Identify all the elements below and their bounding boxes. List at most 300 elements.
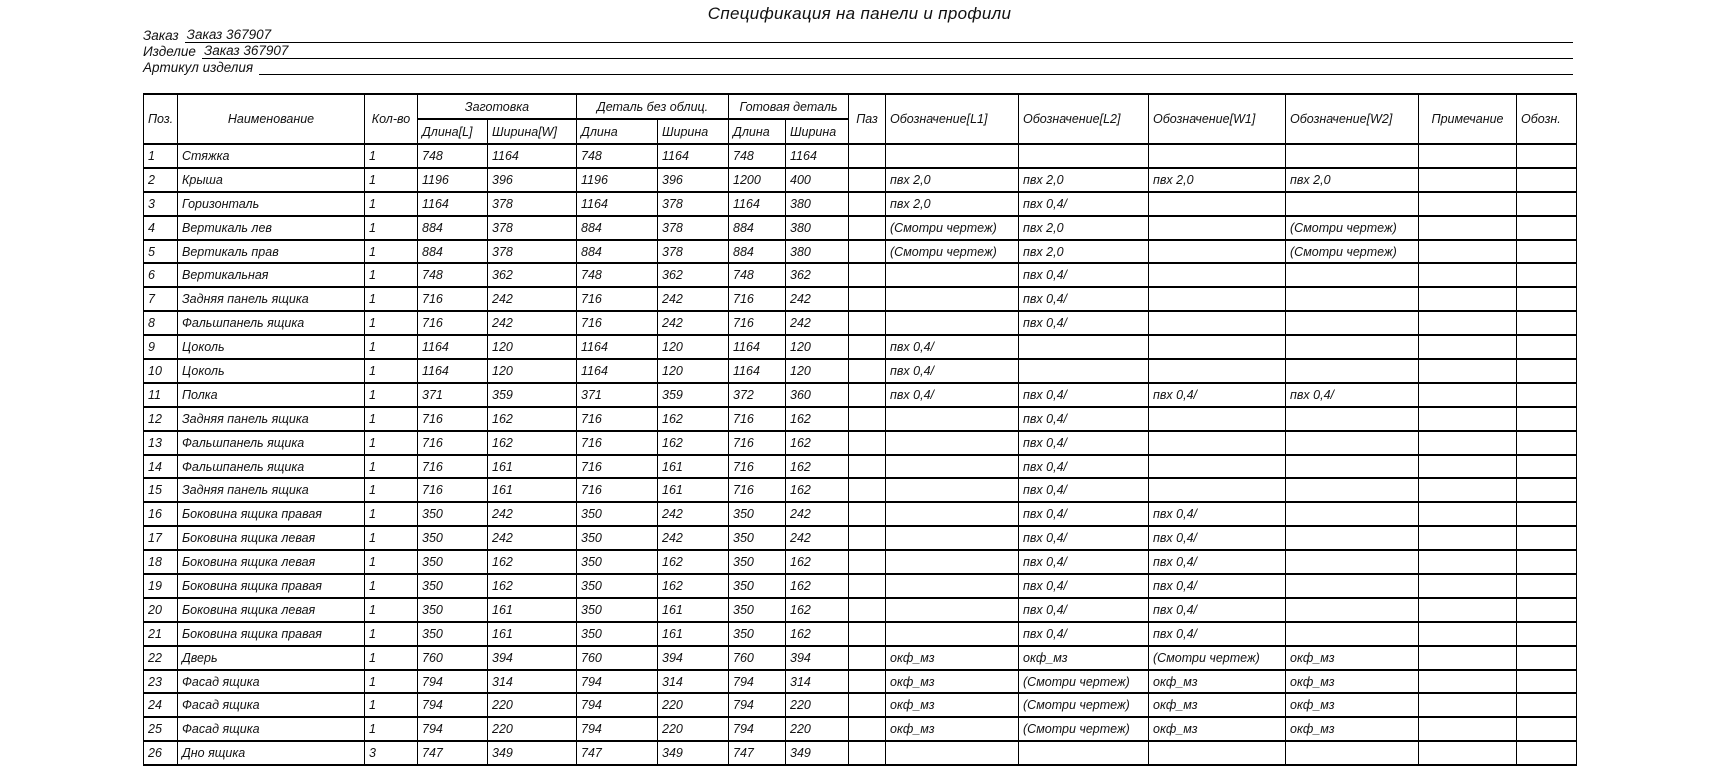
cell-qty: 1 (365, 478, 418, 502)
cell-blank-length: 884 (418, 216, 488, 240)
cell-blank-width: 378 (488, 240, 577, 264)
cell-pos: 13 (144, 431, 178, 455)
cell-obozn-w1 (1149, 741, 1286, 765)
cell-obozn-l1 (886, 598, 1019, 622)
col-header-name: Наименование (178, 94, 365, 144)
cell-sign (1517, 741, 1577, 765)
cell-blank-length: 350 (418, 502, 488, 526)
cell-paz (849, 335, 886, 359)
cell-blank-width: 161 (488, 622, 577, 646)
cell-finished-length: 1164 (729, 192, 786, 216)
cell-qty: 1 (365, 693, 418, 717)
cell-sign (1517, 574, 1577, 598)
table-row (144, 670, 1577, 694)
cell-qty: 1 (365, 192, 418, 216)
cell-note (1419, 192, 1517, 216)
cell-unfaced-length: 1164 (577, 335, 658, 359)
cell-blank-width: 378 (488, 192, 577, 216)
cell-obozn-w1 (1149, 431, 1286, 455)
cell-note (1419, 335, 1517, 359)
cell-finished-length: 372 (729, 383, 786, 407)
cell-sign (1517, 598, 1577, 622)
cell-obozn-w1 (1149, 240, 1286, 264)
cell-paz (849, 455, 886, 479)
cell-obozn-l1: пвх 0,4/ (886, 335, 1019, 359)
cell-finished-width: 162 (786, 574, 849, 598)
cell-blank-length: 350 (418, 574, 488, 598)
table-row (144, 287, 1577, 311)
cell-obozn-l2: пвх 0,4/ (1019, 598, 1149, 622)
cell-unfaced-width: 396 (658, 168, 729, 192)
cell-obozn-l1 (886, 431, 1019, 455)
table-row (144, 502, 1577, 526)
cell-sign (1517, 359, 1577, 383)
cell-blank-width: 220 (488, 717, 577, 741)
cell-obozn-l2: пвх 0,4/ (1019, 407, 1149, 431)
cell-name: Дно ящика (178, 741, 365, 765)
cell-blank-width: 120 (488, 359, 577, 383)
cell-paz (849, 383, 886, 407)
cell-unfaced-width: 162 (658, 431, 729, 455)
cell-name: Горизонталь (178, 192, 365, 216)
cell-sign (1517, 287, 1577, 311)
cell-name: Цоколь (178, 335, 365, 359)
cell-obozn-w2: окф_мз (1286, 717, 1419, 741)
cell-qty: 1 (365, 646, 418, 670)
cell-unfaced-length: 884 (577, 216, 658, 240)
cell-note (1419, 717, 1517, 741)
order-form (143, 27, 1573, 75)
cell-blank-width: 162 (488, 550, 577, 574)
cell-obozn-w2 (1286, 550, 1419, 574)
cell-paz (849, 431, 886, 455)
cell-obozn-l2: пвх 0,4/ (1019, 478, 1149, 502)
cell-unfaced-length: 748 (577, 144, 658, 168)
cell-unfaced-length: 371 (577, 383, 658, 407)
col-header-qty: Кол-во (365, 94, 418, 144)
article-value (259, 74, 1573, 75)
cell-obozn-w1: окф_мз (1149, 693, 1286, 717)
cell-finished-width: 162 (786, 550, 849, 574)
cell-qty: 1 (365, 455, 418, 479)
cell-blank-width: 359 (488, 383, 577, 407)
cell-blank-width: 314 (488, 670, 577, 694)
cell-finished-width: 162 (786, 622, 849, 646)
cell-finished-length: 884 (729, 216, 786, 240)
cell-obozn-l2 (1019, 335, 1149, 359)
cell-sign (1517, 263, 1577, 287)
col-group-blank: Заготовка (418, 94, 577, 119)
cell-unfaced-length: 794 (577, 670, 658, 694)
cell-paz (849, 192, 886, 216)
cell-obozn-l2: пвх 2,0 (1019, 216, 1149, 240)
cell-pos: 10 (144, 359, 178, 383)
cell-blank-length: 760 (418, 646, 488, 670)
cell-finished-length: 716 (729, 431, 786, 455)
cell-obozn-w2 (1286, 335, 1419, 359)
cell-finished-width: 242 (786, 311, 849, 335)
article-field (143, 59, 1573, 75)
product-label: Изделие (143, 44, 196, 59)
cell-finished-width: 162 (786, 431, 849, 455)
col-header-obozn-l2: Обозначение[L2] (1019, 94, 1149, 144)
cell-paz (849, 311, 886, 335)
cell-pos: 26 (144, 741, 178, 765)
cell-name: Цоколь (178, 359, 365, 383)
cell-paz (849, 598, 886, 622)
table-row (144, 598, 1577, 622)
cell-finished-width: 220 (786, 717, 849, 741)
cell-sign (1517, 192, 1577, 216)
cell-unfaced-length: 747 (577, 741, 658, 765)
cell-qty: 1 (365, 598, 418, 622)
cell-note (1419, 502, 1517, 526)
cell-finished-width: 400 (786, 168, 849, 192)
cell-finished-length: 716 (729, 311, 786, 335)
cell-pos: 3 (144, 192, 178, 216)
cell-blank-width: 362 (488, 263, 577, 287)
cell-pos: 18 (144, 550, 178, 574)
cell-blank-length: 716 (418, 431, 488, 455)
cell-unfaced-length: 350 (577, 502, 658, 526)
cell-sign (1517, 717, 1577, 741)
cell-obozn-w1: окф_мз (1149, 670, 1286, 694)
cell-finished-width: 162 (786, 598, 849, 622)
cell-note (1419, 311, 1517, 335)
cell-unfaced-width: 349 (658, 741, 729, 765)
cell-blank-length: 748 (418, 263, 488, 287)
cell-obozn-w2 (1286, 144, 1419, 168)
cell-obozn-l2: пвх 2,0 (1019, 240, 1149, 264)
cell-note (1419, 646, 1517, 670)
col-header-width-finished: Ширина (786, 119, 849, 144)
cell-note (1419, 478, 1517, 502)
cell-obozn-w2: (Смотри чертеж) (1286, 240, 1419, 264)
cell-obozn-w1: пвх 0,4/ (1149, 502, 1286, 526)
table-row (144, 240, 1577, 264)
col-header-length-unfaced: Длина (577, 119, 658, 144)
table-row (144, 574, 1577, 598)
cell-name: Боковина ящика правая (178, 502, 365, 526)
col-header-pos: Поз. (144, 94, 178, 144)
cell-paz (849, 502, 886, 526)
cell-obozn-l2: пвх 0,4/ (1019, 550, 1149, 574)
cell-unfaced-length: 350 (577, 622, 658, 646)
cell-obozn-w1 (1149, 263, 1286, 287)
cell-qty: 1 (365, 311, 418, 335)
cell-unfaced-length: 716 (577, 311, 658, 335)
cell-obozn-w1 (1149, 311, 1286, 335)
cell-name: Фальшпанель ящика (178, 311, 365, 335)
cell-finished-length: 748 (729, 263, 786, 287)
cell-blank-width: 161 (488, 455, 577, 479)
cell-obozn-w2 (1286, 478, 1419, 502)
cell-obozn-l1 (886, 478, 1019, 502)
cell-blank-length: 1164 (418, 335, 488, 359)
cell-obozn-l2: пвх 0,4/ (1019, 574, 1149, 598)
col-header-width-unfaced: Ширина (658, 119, 729, 144)
cell-finished-length: 716 (729, 407, 786, 431)
cell-note (1419, 574, 1517, 598)
table-row (144, 550, 1577, 574)
cell-paz (849, 478, 886, 502)
table-row (144, 478, 1577, 502)
cell-obozn-l1: окф_мз (886, 717, 1019, 741)
cell-obozn-l2: пвх 0,4/ (1019, 431, 1149, 455)
cell-unfaced-length: 716 (577, 431, 658, 455)
cell-obozn-l2: пвх 0,4/ (1019, 192, 1149, 216)
cell-obozn-w1 (1149, 144, 1286, 168)
cell-finished-length: 760 (729, 646, 786, 670)
cell-note (1419, 240, 1517, 264)
cell-qty: 1 (365, 717, 418, 741)
cell-blank-width: 242 (488, 287, 577, 311)
cell-finished-length: 350 (729, 550, 786, 574)
cell-obozn-l2: пвх 0,4/ (1019, 383, 1149, 407)
cell-sign (1517, 526, 1577, 550)
cell-finished-width: 380 (786, 216, 849, 240)
table-row (144, 216, 1577, 240)
cell-blank-length: 371 (418, 383, 488, 407)
cell-pos: 9 (144, 335, 178, 359)
cell-unfaced-width: 362 (658, 263, 729, 287)
cell-obozn-l1 (886, 287, 1019, 311)
table-row (144, 526, 1577, 550)
cell-name: Стяжка (178, 144, 365, 168)
cell-blank-length: 1196 (418, 168, 488, 192)
cell-paz (849, 717, 886, 741)
cell-qty: 1 (365, 216, 418, 240)
cell-blank-length: 716 (418, 478, 488, 502)
cell-finished-length: 716 (729, 455, 786, 479)
cell-note (1419, 526, 1517, 550)
cell-finished-width: 120 (786, 359, 849, 383)
cell-blank-length: 794 (418, 670, 488, 694)
cell-sign (1517, 693, 1577, 717)
cell-finished-length: 350 (729, 574, 786, 598)
cell-name: Боковина ящика правая (178, 622, 365, 646)
cell-obozn-l1: пвх 0,4/ (886, 359, 1019, 383)
cell-pos: 19 (144, 574, 178, 598)
cell-note (1419, 431, 1517, 455)
cell-name: Задняя панель ящика (178, 287, 365, 311)
table-row (144, 192, 1577, 216)
cell-sign (1517, 168, 1577, 192)
cell-blank-width: 220 (488, 693, 577, 717)
cell-blank-length: 794 (418, 693, 488, 717)
cell-qty: 3 (365, 741, 418, 765)
cell-obozn-l1 (886, 407, 1019, 431)
table-row (144, 168, 1577, 192)
cell-obozn-l2: пвх 0,4/ (1019, 455, 1149, 479)
cell-obozn-l2: пвх 0,4/ (1019, 502, 1149, 526)
cell-pos: 4 (144, 216, 178, 240)
cell-unfaced-width: 220 (658, 717, 729, 741)
cell-finished-width: 162 (786, 407, 849, 431)
cell-pos: 8 (144, 311, 178, 335)
cell-unfaced-width: 162 (658, 574, 729, 598)
cell-obozn-l2: пвх 0,4/ (1019, 311, 1149, 335)
cell-obozn-w2 (1286, 502, 1419, 526)
cell-unfaced-length: 1164 (577, 359, 658, 383)
cell-finished-length: 748 (729, 144, 786, 168)
cell-obozn-l1: пвх 2,0 (886, 168, 1019, 192)
cell-name: Полка (178, 383, 365, 407)
cell-finished-length: 794 (729, 670, 786, 694)
cell-unfaced-length: 350 (577, 526, 658, 550)
cell-paz (849, 693, 886, 717)
cell-name: Фасад ящика (178, 670, 365, 694)
cell-obozn-w1 (1149, 478, 1286, 502)
cell-blank-length: 716 (418, 287, 488, 311)
cell-blank-length: 716 (418, 455, 488, 479)
table-row (144, 311, 1577, 335)
table-row (144, 263, 1577, 287)
cell-obozn-w2: пвх 0,4/ (1286, 383, 1419, 407)
cell-sign (1517, 216, 1577, 240)
cell-obozn-l1: пвх 0,4/ (886, 383, 1019, 407)
cell-qty: 1 (365, 670, 418, 694)
cell-pos: 15 (144, 478, 178, 502)
cell-unfaced-width: 242 (658, 287, 729, 311)
cell-finished-length: 350 (729, 502, 786, 526)
cell-qty: 1 (365, 335, 418, 359)
cell-obozn-l1 (886, 502, 1019, 526)
cell-obozn-l1: окф_мз (886, 693, 1019, 717)
cell-obozn-l2: (Смотри чертеж) (1019, 693, 1149, 717)
cell-obozn-w1 (1149, 335, 1286, 359)
cell-name: Крыша (178, 168, 365, 192)
cell-note (1419, 693, 1517, 717)
cell-obozn-w2: пвх 2,0 (1286, 168, 1419, 192)
cell-qty: 1 (365, 168, 418, 192)
spec-table-body (144, 144, 1577, 765)
cell-blank-width: 162 (488, 431, 577, 455)
cell-blank-width: 162 (488, 574, 577, 598)
cell-unfaced-width: 242 (658, 311, 729, 335)
cell-pos: 2 (144, 168, 178, 192)
cell-unfaced-length: 716 (577, 287, 658, 311)
cell-obozn-w1: пвх 0,4/ (1149, 574, 1286, 598)
cell-blank-length: 716 (418, 407, 488, 431)
cell-unfaced-length: 350 (577, 574, 658, 598)
cell-sign (1517, 431, 1577, 455)
cell-unfaced-width: 359 (658, 383, 729, 407)
cell-unfaced-length: 716 (577, 478, 658, 502)
cell-obozn-w1 (1149, 407, 1286, 431)
cell-pos: 25 (144, 717, 178, 741)
cell-pos: 5 (144, 240, 178, 264)
cell-obozn-w1: пвх 0,4/ (1149, 550, 1286, 574)
cell-name: Фасад ящика (178, 693, 365, 717)
col-header-note: Примечание (1419, 94, 1517, 144)
cell-qty: 1 (365, 526, 418, 550)
cell-obozn-l1: окф_мз (886, 670, 1019, 694)
cell-name: Фальшпанель ящика (178, 431, 365, 455)
cell-blank-width: 1164 (488, 144, 577, 168)
cell-finished-width: 380 (786, 192, 849, 216)
cell-obozn-w2 (1286, 574, 1419, 598)
cell-sign (1517, 646, 1577, 670)
cell-finished-length: 884 (729, 240, 786, 264)
cell-obozn-w2 (1286, 455, 1419, 479)
cell-unfaced-width: 378 (658, 192, 729, 216)
cell-finished-width: 120 (786, 335, 849, 359)
cell-obozn-w2 (1286, 359, 1419, 383)
cell-unfaced-width: 161 (658, 622, 729, 646)
cell-obozn-w2 (1286, 311, 1419, 335)
cell-name: Боковина ящика левая (178, 550, 365, 574)
cell-obozn-l2: пвх 0,4/ (1019, 263, 1149, 287)
cell-obozn-l2: пвх 0,4/ (1019, 526, 1149, 550)
cell-finished-width: 349 (786, 741, 849, 765)
cell-name: Боковина ящика правая (178, 574, 365, 598)
cell-blank-length: 884 (418, 240, 488, 264)
cell-qty: 1 (365, 240, 418, 264)
cell-finished-length: 716 (729, 287, 786, 311)
cell-unfaced-width: 162 (658, 550, 729, 574)
cell-qty: 1 (365, 287, 418, 311)
cell-qty: 1 (365, 359, 418, 383)
cell-unfaced-length: 794 (577, 693, 658, 717)
cell-unfaced-width: 120 (658, 335, 729, 359)
cell-sign (1517, 550, 1577, 574)
cell-blank-length: 747 (418, 741, 488, 765)
cell-paz (849, 526, 886, 550)
cell-unfaced-width: 161 (658, 598, 729, 622)
cell-blank-width: 396 (488, 168, 577, 192)
cell-blank-length: 716 (418, 311, 488, 335)
cell-pos: 23 (144, 670, 178, 694)
cell-unfaced-length: 794 (577, 717, 658, 741)
cell-obozn-w2 (1286, 526, 1419, 550)
cell-unfaced-length: 350 (577, 598, 658, 622)
cell-qty: 1 (365, 383, 418, 407)
cell-obozn-w1 (1149, 359, 1286, 383)
cell-unfaced-length: 1196 (577, 168, 658, 192)
cell-obozn-w1: пвх 0,4/ (1149, 598, 1286, 622)
cell-paz (849, 144, 886, 168)
cell-paz (849, 287, 886, 311)
product-field (143, 43, 1573, 59)
cell-name: Задняя панель ящика (178, 478, 365, 502)
cell-paz (849, 646, 886, 670)
cell-blank-width: 161 (488, 598, 577, 622)
cell-qty: 1 (365, 407, 418, 431)
cell-blank-width: 349 (488, 741, 577, 765)
cell-sign (1517, 455, 1577, 479)
page-title: Спецификация на панели и профили (707, 4, 1012, 23)
cell-obozn-w1 (1149, 192, 1286, 216)
cell-obozn-w2 (1286, 741, 1419, 765)
cell-obozn-l1 (886, 622, 1019, 646)
cell-obozn-w1: окф_мз (1149, 717, 1286, 741)
order-label: Заказ (143, 28, 179, 43)
cell-obozn-l1: (Смотри чертеж) (886, 240, 1019, 264)
cell-obozn-l1 (886, 741, 1019, 765)
cell-obozn-w2: (Смотри чертеж) (1286, 216, 1419, 240)
cell-obozn-l1: пвх 2,0 (886, 192, 1019, 216)
table-row (144, 383, 1577, 407)
cell-obozn-w2: окф_мз (1286, 693, 1419, 717)
cell-obozn-w1: пвх 0,4/ (1149, 383, 1286, 407)
cell-note (1419, 263, 1517, 287)
cell-pos: 16 (144, 502, 178, 526)
cell-finished-width: 162 (786, 478, 849, 502)
cell-note (1419, 670, 1517, 694)
cell-finished-length: 350 (729, 622, 786, 646)
cell-finished-width: 394 (786, 646, 849, 670)
